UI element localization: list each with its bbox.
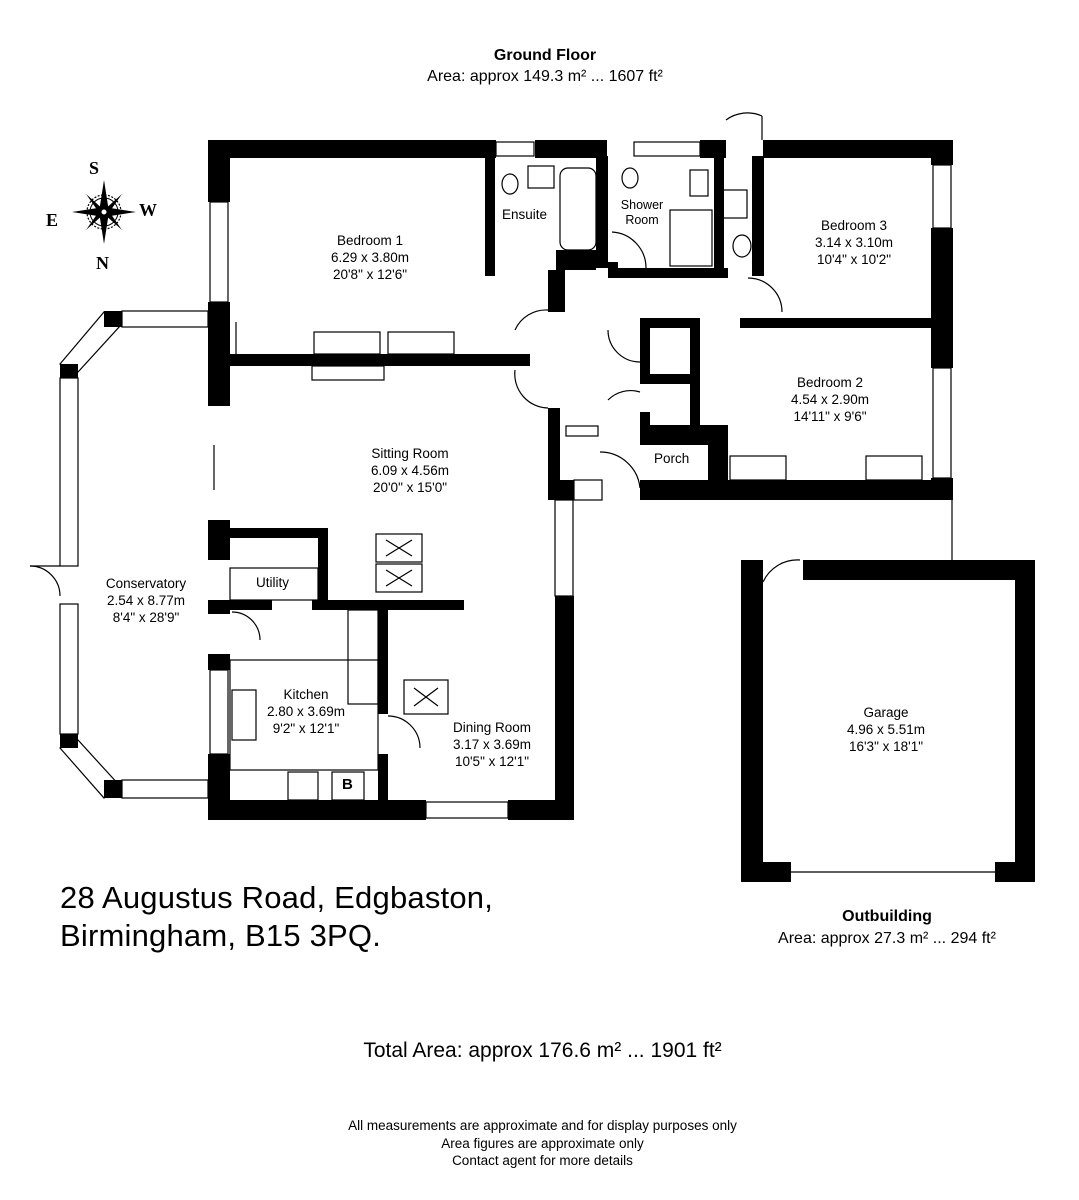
wall — [752, 156, 764, 276]
wall — [230, 528, 328, 538]
window — [122, 780, 208, 798]
wall — [690, 318, 700, 428]
room-bedroom-1 — [300, 233, 440, 282]
hob — [288, 772, 318, 800]
room-imperial: 10'5" x 12'1" — [454, 754, 530, 769]
wall — [640, 412, 650, 432]
wall — [640, 480, 953, 500]
wall — [931, 228, 953, 368]
room-imperial: 8'4" x 28'9" — [112, 610, 180, 625]
wall — [208, 302, 230, 406]
window — [122, 311, 208, 327]
disclaimer-line-1: All measurements are approximate and for display purposes only — [348, 1118, 737, 1133]
room-metric: 2.80 x 3.69m — [266, 704, 346, 719]
wall — [931, 140, 953, 165]
shower-tray — [670, 210, 712, 266]
compass-north: N — [96, 253, 109, 273]
compass-south: S — [89, 158, 100, 178]
ground-floor-title: Ground Floor — [493, 47, 597, 64]
room-metric: 4.54 x 2.90m — [790, 392, 870, 407]
outbuilding-title: Outbuilding — [842, 908, 932, 925]
room-sitting-room — [340, 446, 480, 495]
room-name-line2: Room — [625, 213, 659, 227]
room-kitchen — [236, 687, 376, 736]
room-bedroom-3 — [784, 218, 924, 267]
wall — [596, 156, 608, 268]
toilet — [502, 174, 518, 194]
room-shower-room — [612, 198, 672, 228]
room-imperial: 9'2" x 12'1" — [272, 721, 340, 736]
wall — [700, 140, 726, 158]
room-garage — [816, 705, 956, 754]
wall — [741, 560, 763, 882]
toilet — [733, 235, 751, 257]
door — [608, 330, 640, 362]
door — [763, 560, 800, 582]
room-imperial: 16'3" x 18'1" — [848, 739, 924, 754]
disclaimer-line-2: Area figures are approximate only — [441, 1135, 644, 1151]
wardrobe — [314, 332, 380, 354]
wall — [995, 862, 1035, 882]
address-line-1: 28 Augustus Road, Edgbaston, — [60, 880, 494, 915]
room-name-line1: Shower — [620, 198, 664, 212]
wall — [548, 270, 565, 312]
room-conservatory — [76, 576, 216, 625]
bath — [560, 168, 596, 250]
wall — [535, 140, 607, 158]
wall — [548, 408, 560, 500]
wall — [230, 600, 272, 610]
room-ensuite: Ensuite — [502, 207, 548, 222]
wall — [740, 318, 935, 328]
room-dining-room — [422, 720, 562, 769]
door — [748, 278, 782, 312]
door — [515, 310, 548, 330]
boiler-label: B — [342, 776, 353, 793]
room-name: Kitchen — [283, 687, 329, 702]
wall — [208, 520, 230, 560]
compass-icon — [72, 180, 136, 244]
room-imperial: 20'8" x 12'6" — [332, 267, 408, 282]
wall — [485, 156, 495, 276]
door — [232, 612, 260, 640]
disclaimer-line-3: Contact agent for more details — [452, 1153, 633, 1168]
wall — [318, 528, 328, 608]
wardrobe — [312, 366, 384, 380]
wall — [208, 654, 230, 670]
outbuilding-area: Area: approx 27.3 m² ... 294 ft² — [778, 930, 996, 947]
door — [726, 113, 762, 120]
toilet — [622, 168, 638, 188]
window — [426, 802, 508, 818]
basin — [690, 170, 708, 196]
window — [210, 670, 228, 754]
wall — [556, 250, 596, 270]
basin — [723, 190, 747, 218]
room-name: Sitting Room — [371, 446, 449, 461]
wall — [763, 140, 953, 158]
room-name: Conservatory — [105, 576, 187, 591]
room-name: Bedroom 2 — [796, 375, 864, 390]
ground-floor-area: Area: approx 149.3 m² ... 1607 ft² — [427, 68, 663, 85]
door — [608, 391, 640, 400]
room-metric: 2.54 x 8.77m — [106, 593, 186, 608]
door — [30, 566, 60, 596]
wardrobe — [388, 332, 454, 354]
room-imperial: 10'4" x 10'2" — [816, 252, 892, 267]
wall — [1015, 560, 1035, 882]
window — [933, 368, 951, 478]
window — [933, 165, 951, 228]
step — [566, 426, 598, 436]
basin — [528, 166, 554, 188]
door — [388, 716, 420, 748]
disclaimer — [0, 1117, 1079, 1170]
step — [574, 480, 602, 500]
compass-west: W — [139, 200, 157, 220]
wall — [741, 560, 763, 582]
window — [496, 142, 534, 156]
compass-east: E — [46, 210, 59, 230]
room-porch: Porch — [654, 451, 690, 466]
wardrobe — [866, 456, 922, 480]
room-bedroom-2 — [760, 375, 900, 424]
room-metric: 3.14 x 3.10m — [814, 235, 894, 250]
wall — [230, 354, 530, 366]
window — [210, 202, 228, 302]
property-address — [60, 879, 493, 955]
wardrobe — [730, 456, 786, 480]
total-area: Total Area: approx 176.6 m² ... 1901 ft² — [363, 1039, 722, 1062]
door — [515, 370, 548, 408]
wall — [378, 754, 388, 804]
room-imperial: 20'0" x 15'0" — [372, 480, 448, 495]
wall — [708, 425, 728, 485]
room-imperial: 14'11" x 9'6" — [793, 409, 867, 424]
wall — [555, 596, 574, 820]
room-metric: 4.96 x 5.51m — [846, 722, 926, 737]
window — [555, 500, 573, 596]
room-metric: 3.17 x 3.69m — [452, 737, 532, 752]
window — [60, 378, 78, 566]
wall — [608, 268, 728, 278]
wall — [640, 318, 650, 380]
room-name: Dining Room — [452, 720, 532, 735]
window — [634, 142, 700, 156]
wall — [208, 800, 426, 820]
wall — [560, 480, 574, 500]
wall — [741, 862, 791, 882]
room-name: Bedroom 3 — [820, 218, 888, 233]
wall — [803, 560, 1035, 580]
room-utility: Utility — [256, 575, 289, 590]
room-name: Garage — [863, 705, 909, 720]
door — [600, 452, 640, 488]
address-line-2: Birmingham, B15 3PQ. — [60, 918, 382, 953]
wall — [378, 608, 388, 714]
wall — [208, 140, 496, 158]
room-name: Bedroom 1 — [336, 233, 404, 248]
room-metric: 6.09 x 4.56m — [370, 463, 450, 478]
wall — [640, 374, 690, 384]
room-metric: 6.29 x 3.80m — [330, 250, 410, 265]
